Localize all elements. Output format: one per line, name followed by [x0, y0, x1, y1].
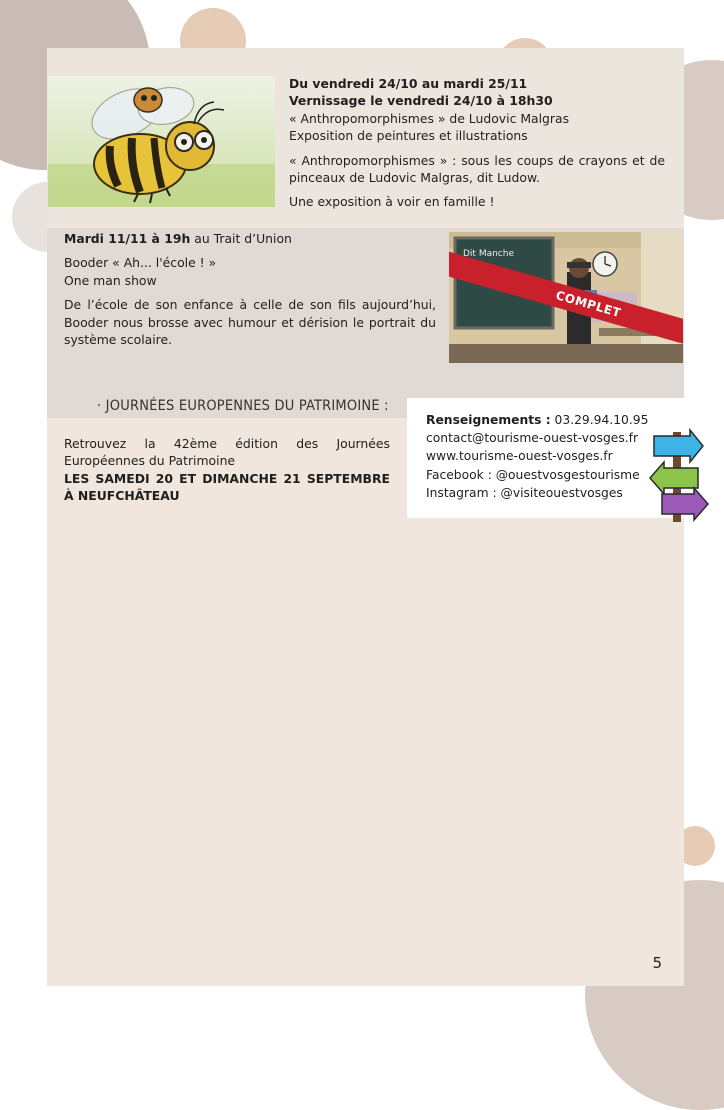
contact-label: Renseignements :: [426, 413, 551, 427]
show-title: Booder « Ah... l'école ! »: [64, 255, 217, 271]
show-date-line: [64, 230, 436, 247]
heritage-text: [64, 435, 390, 505]
show-date: Mardi 11/11 à 19h: [64, 231, 191, 246]
heritage-dates: LES SAMEDI 20 ET DIMANCHE 21 SEPTEMBRE À NEUFCHÂTEAU: [64, 470, 390, 504]
contact-website[interactable]: www.tourisme-ouest-vosges.fr: [426, 449, 613, 464]
complet-badge-text: COMPLET: [554, 288, 623, 321]
contact-instagram[interactable]: Instagram : @visiteouestvosges: [426, 485, 623, 500]
exhibition-text: [289, 75, 665, 211]
show-section: [47, 228, 684, 418]
exhibition-section: [47, 48, 684, 224]
show-type: One man show: [64, 272, 157, 288]
contact-phone-line: [426, 411, 666, 429]
signpost-icon: [640, 428, 716, 524]
board-text-1: Dit Manche: [463, 249, 514, 259]
contact-phone[interactable]: 03.29.94.10.95: [550, 413, 649, 427]
exhibition-subtitle: Exposition de peintures et illustrations: [289, 128, 528, 144]
show-photo-image: [449, 232, 683, 363]
show-description: De l’école de son enfance à celle de son fils aujourd’hui, Booder nous brosse avec humour et dérision le portrait du système scolaire.: [64, 297, 436, 348]
exhibition-vernissage: Vernissage le vendredi 24/10 à 18h30: [289, 93, 553, 109]
page-number: 5: [652, 954, 662, 972]
show-text: [64, 230, 436, 348]
exhibition-footer: Une exposition à voir en famille !: [289, 194, 495, 210]
exhibition-description: « Anthropomorphismes » : sous les coups de crayons et de pinceaux de Ludovic Malgras, dit Ludow.: [289, 152, 665, 186]
exhibition-dates: Du vendredi 24/10 au mardi 25/11: [289, 76, 528, 91]
bee-illustration-image: [48, 76, 275, 207]
contact-facebook[interactable]: Facebook : @ouestvosgestourisme: [426, 467, 640, 482]
show-venue: au Trait d’Union: [190, 231, 292, 246]
heritage-heading: · JOURNÉES EUROPENNES DU PATRIMOINE :: [97, 398, 389, 414]
heritage-intro: Retrouvez la 42ème édition des Journées Européennes du Patrimoine: [64, 436, 390, 469]
contact-email[interactable]: contact@tourisme-ouest-vosges.fr: [426, 431, 639, 446]
exhibition-title: « Anthropomorphismes » de Ludovic Malgras: [289, 110, 570, 126]
